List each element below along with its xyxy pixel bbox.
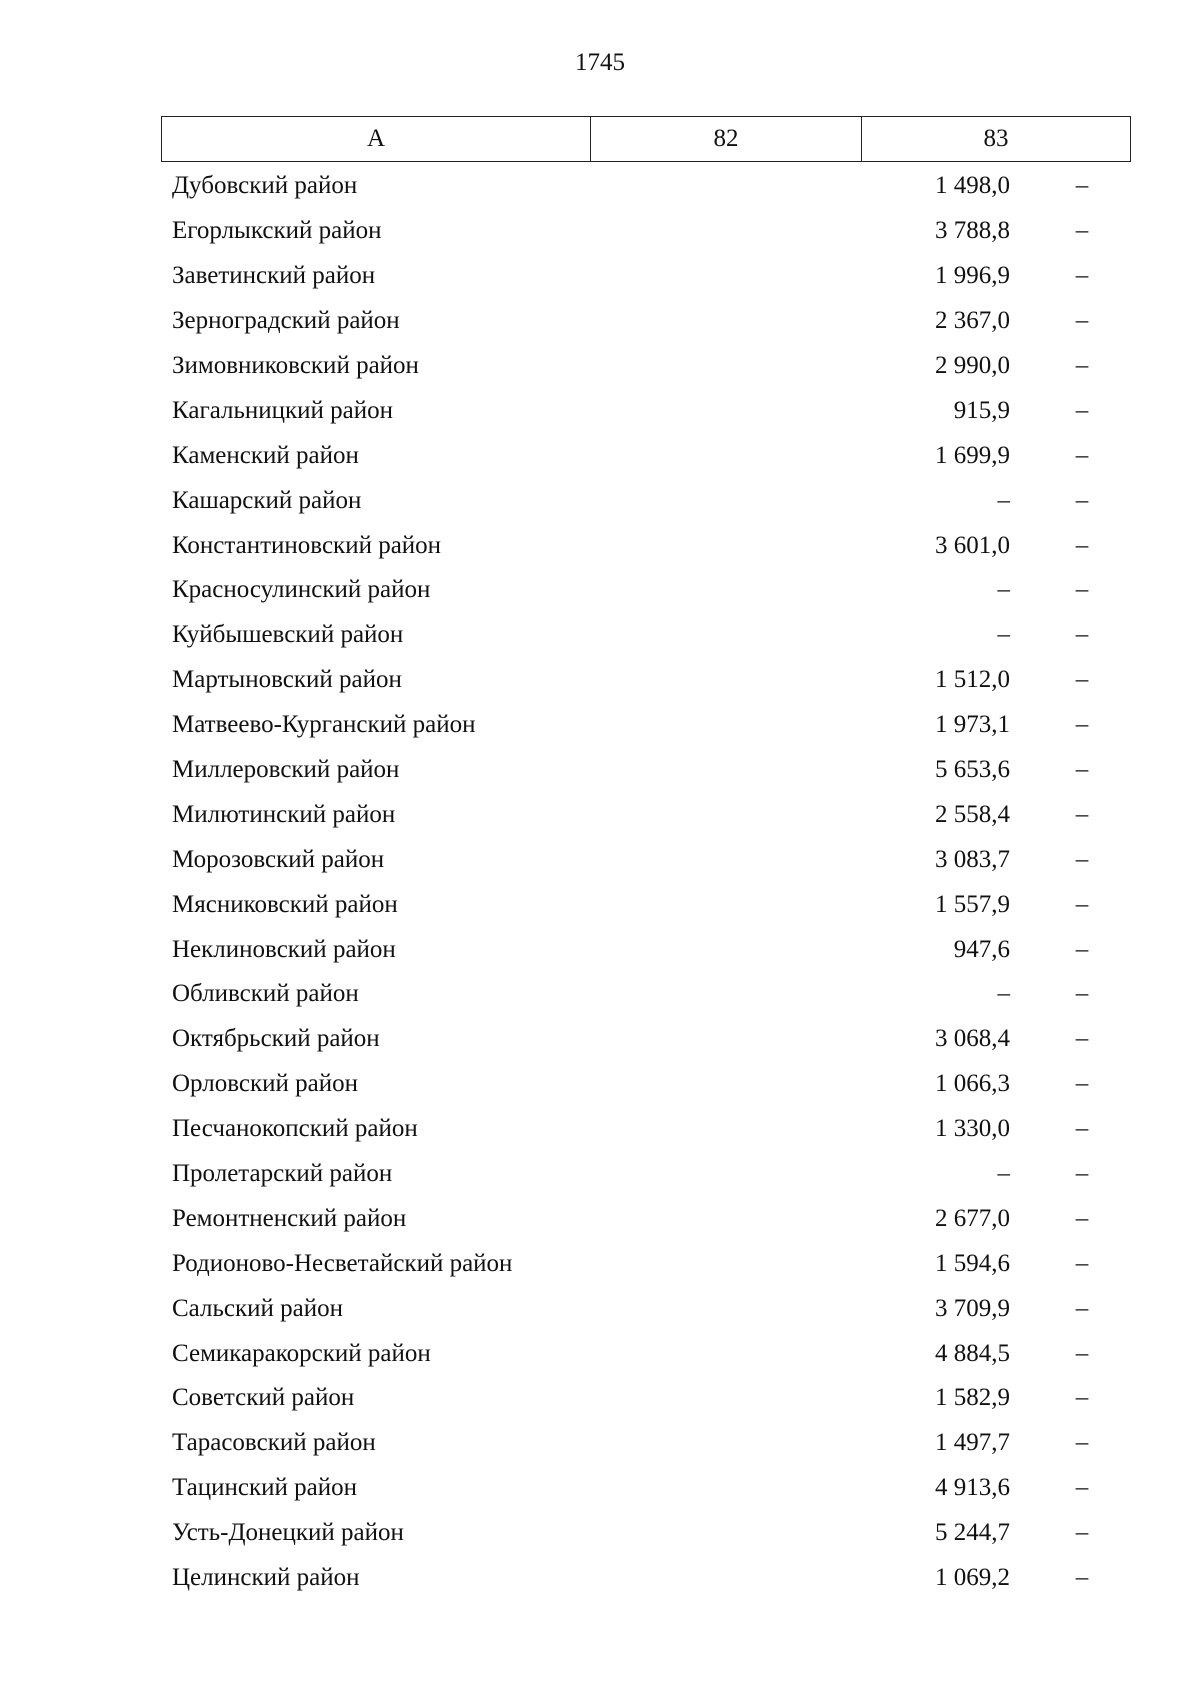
value-83: – [1075, 1025, 1089, 1053]
district-name: Зимовниковский район [172, 352, 419, 379]
table-row [161, 254, 1131, 299]
table-row [161, 1196, 1131, 1241]
value-83: – [1075, 800, 1089, 828]
district-name: Кагальницкий район [172, 396, 394, 424]
value-83: – [1075, 307, 1089, 335]
table-row [161, 1107, 1131, 1152]
value-83: – [1075, 486, 1089, 514]
value-83: – [1075, 711, 1089, 739]
table-row [161, 972, 1131, 1017]
value-83: – [1075, 1204, 1089, 1232]
district-name: Целинский район [172, 1564, 360, 1592]
table-header [161, 116, 1131, 162]
district-name: Матвеево-Курганский район [172, 711, 476, 739]
district-name: Тарасовский район [172, 1429, 376, 1457]
district-name: Мартыновский район [172, 666, 402, 694]
district-name: Песчанокопский район [172, 1115, 418, 1143]
value-82: 1 582,9 [935, 1384, 1010, 1412]
value-82: 1 497,7 [935, 1429, 1010, 1457]
value-83: – [1075, 1429, 1089, 1457]
value-83: – [1075, 396, 1089, 424]
value-83: – [1075, 1070, 1089, 1098]
district-name: Родионово-Несветайский район [172, 1249, 513, 1277]
value-83: – [1075, 217, 1089, 245]
value-83: – [1075, 576, 1089, 604]
table-row [161, 1556, 1131, 1601]
value-83: – [1075, 1384, 1089, 1412]
table-row [161, 792, 1131, 837]
district-name: Сальский район [172, 1294, 343, 1322]
district-name: Каменский район [172, 441, 359, 469]
value-82: 5 244,7 [935, 1519, 1010, 1547]
value-83: – [1075, 352, 1089, 379]
value-82: 1 996,9 [935, 262, 1010, 290]
table-row [161, 164, 1131, 209]
district-name: Октябрьский район [172, 1025, 380, 1053]
value-82: – [997, 486, 1010, 514]
table-row [161, 1241, 1131, 1286]
table-row [161, 837, 1131, 882]
table-row [161, 1062, 1131, 1107]
value-82: 4 913,6 [935, 1474, 1010, 1502]
value-82: 1 330,0 [935, 1115, 1010, 1143]
district-name: Тацинский район [172, 1474, 357, 1502]
value-83: – [1075, 666, 1089, 694]
district-name: Ремонтненский район [172, 1204, 407, 1232]
value-83: – [1075, 1249, 1089, 1277]
value-83: – [1075, 441, 1089, 469]
value-82: 5 653,6 [935, 756, 1010, 784]
value-82: 3 788,8 [935, 217, 1010, 245]
value-82: 3 068,4 [935, 1025, 1010, 1053]
value-83: – [1075, 262, 1089, 290]
value-83: – [1075, 531, 1089, 559]
value-82: 1 498,0 [935, 172, 1010, 200]
table-row [161, 613, 1131, 658]
value-82: 947,6 [953, 935, 1010, 963]
district-name: Красносулинский район [172, 576, 431, 604]
header-cell-82: 82 [591, 117, 862, 161]
value-83: – [1075, 1474, 1089, 1502]
table-row [161, 388, 1131, 433]
district-name: Заветинский район [172, 262, 376, 290]
value-83: – [1075, 1294, 1089, 1322]
value-82: 1 066,3 [935, 1070, 1010, 1098]
value-82: – [997, 1160, 1010, 1188]
value-82: 1 699,9 [935, 441, 1010, 469]
value-83: – [1075, 1339, 1089, 1367]
district-name: Усть-Донецкий район [172, 1519, 404, 1547]
district-name: Морозовский район [172, 845, 385, 873]
value-82: 3 601,0 [935, 531, 1010, 559]
district-name: Неклиновский район [172, 935, 396, 963]
table-row [161, 1466, 1131, 1511]
value-82: 2 677,0 [935, 1204, 1010, 1232]
value-83: – [1075, 172, 1089, 200]
table-row [161, 927, 1131, 972]
value-83: – [1075, 1115, 1089, 1143]
district-name: Обливский район [172, 980, 359, 1008]
value-82: 2 990,0 [935, 352, 1010, 379]
table-row [161, 1511, 1131, 1556]
table-row [161, 523, 1131, 568]
value-82: 915,9 [953, 396, 1010, 424]
table-row [161, 433, 1131, 478]
value-82: 3 083,7 [935, 845, 1010, 873]
district-name: Мясниковский район [172, 890, 398, 918]
value-82: 4 884,5 [935, 1339, 1010, 1367]
district-name: Советский район [172, 1384, 355, 1412]
table-row [161, 1331, 1131, 1376]
table-row [161, 748, 1131, 793]
value-82: 2 558,4 [935, 800, 1010, 828]
table-row [161, 1152, 1131, 1197]
table-row [161, 882, 1131, 927]
table-row [161, 209, 1131, 254]
district-name: Зерноградский район [172, 307, 400, 335]
value-83: – [1075, 935, 1089, 963]
value-83: – [1075, 621, 1089, 649]
table-row [161, 1376, 1131, 1421]
district-name: Егорлыкский район [172, 217, 382, 245]
value-83: – [1075, 980, 1089, 1008]
table-row [161, 1421, 1131, 1466]
value-83: – [1075, 1160, 1089, 1188]
table-row [161, 658, 1131, 703]
district-name: Милютинский район [172, 800, 396, 828]
value-82: 1 069,2 [935, 1564, 1010, 1592]
page-number: 1745 [575, 49, 625, 76]
district-name: Пролетарский район [172, 1160, 393, 1188]
table-row [161, 478, 1131, 523]
header-cell-83: 83 [983, 125, 1009, 152]
header-cell-a: А [162, 117, 591, 161]
district-name: Куйбышевский район [172, 621, 404, 649]
table-row [161, 568, 1131, 613]
value-82: 3 709,9 [935, 1294, 1010, 1322]
value-82: – [997, 621, 1010, 649]
district-name: Константиновский район [172, 531, 442, 559]
value-82: 1 557,9 [935, 890, 1010, 918]
table-row [161, 703, 1131, 748]
district-name: Семикаракорский район [172, 1339, 431, 1367]
district-name: Кашарский район [172, 486, 362, 514]
value-82: 1 973,1 [935, 711, 1010, 739]
district-name: Орловский район [172, 1070, 358, 1098]
value-82: – [997, 576, 1010, 604]
value-83: – [1075, 845, 1089, 873]
value-83: – [1075, 890, 1089, 918]
district-name: Дубовский район [172, 172, 358, 200]
table-row [161, 1286, 1131, 1331]
table-row [161, 1017, 1131, 1062]
table-row [161, 299, 1131, 344]
value-82: 2 367,0 [935, 307, 1010, 335]
table-row [161, 344, 1131, 389]
value-83: – [1075, 1519, 1089, 1547]
value-83: – [1075, 756, 1089, 784]
table-body [161, 164, 1131, 1601]
value-83: – [1075, 1564, 1089, 1592]
value-82: 1 512,0 [935, 666, 1010, 694]
value-82: – [997, 980, 1010, 1008]
district-name: Миллеровский район [172, 756, 400, 784]
value-82: 1 594,6 [935, 1249, 1010, 1277]
